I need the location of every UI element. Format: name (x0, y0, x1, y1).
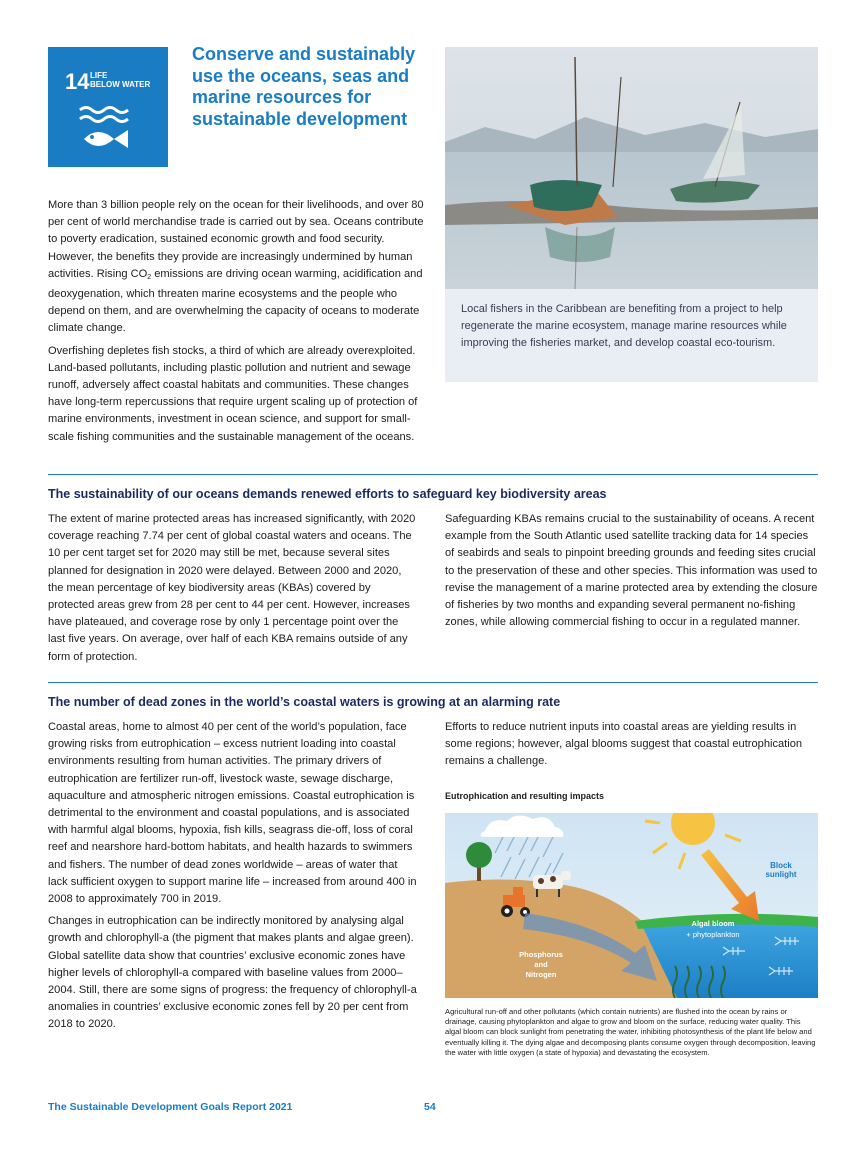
label-and: and (534, 960, 548, 969)
section1-right-column: Safeguarding KBAs remains crucial to the sustainability of oceans. A recent example from the South Atlantic used satellite tracking data for 14 species of seabirds and seals to pinpoint breeding grounds and feeding sites crucial to the preservation of these and other species. This information was used to revise the management of a marine protected area by extending the closure of fisheries by two months and expanding several permanent no-fishing zones, while allowing commercial fishing to occur in a regulated manner. (445, 513, 818, 629)
intro-text (48, 197, 428, 446)
section2-heading: The number of dead zones in the world’s coastal waters is growing at an alarming rate (48, 695, 561, 709)
section-divider (48, 682, 818, 683)
label-phytoplankton: + phytoplankton (686, 930, 740, 939)
footer-report-title: The Sustainable Development Goals Report 2021 (48, 1101, 293, 1113)
photo-caption: Local fishers in the Caribbean are benefiting from a project to help regenerate the marine ecosystem, manage marine resources while improving the fisheries market, and develop coastal eco-tourism. (445, 289, 818, 382)
fishers-photo (445, 47, 818, 289)
intro-paragraph-1: More than 3 billion people rely on the ocean for their livelihoods, and over 80 per cent of world merchandise trade is carried out by sea. Oceans contribute to poverty eradication, sustained economic growth and food security. However, the benefits they provide are increasingly undermined by human activities. Rising $CO_2$ emissions are driving ocean warming, acidification and deoxygenation, which threaten marine ecosystems and the people who depend on them, and are overwhelming the capacity of oceans to moderate climate change. (48, 199, 424, 335)
section2-left-column: Coastal areas, home to almost 40 per cent of the world’s population, face growing risks from eutrophication – excess nutrient loading into coastal environments resulting from human activities. The primary drivers of eutrophication are fertilizer run-off, livestock waste, sewage discharge, aquaculture and atmospheric nitrogen emissions. Coastal eutrophication is detrimental to the environment and coastal populations, and is associated with harmful algal blooms, hypoxia, fish kills, seagrass die-off, loss of coral reef and nearshore hard-bottom habitats, and health hazards to swimmers and fishers. The number of dead zones worldwide – areas of water that lack sufficient oxygen to support marine life – increased from around 400 in 2008 to approximately 700 in 2019. Changes in eutrophication can be indirectly monitored by analysing algal growth and chlorophyll-a (the pigment that makes plants and algae green). Global satellite data show that countries’ exclusive economic zones have higher levels of chlorophyll-a compared with baseline values from 2000–2004. Still, there are some signs of progress: the frequency of chlorophyll-a anomalies in countries’ exclusive economic zones fell by 20 per cent from 2018 to 2020. (48, 721, 417, 1031)
label-phosphorus: Phosphorus (519, 950, 563, 959)
section-divider (48, 474, 818, 475)
goal-label: LIFE BELOW WATER (90, 71, 151, 89)
tree-icon (466, 842, 492, 868)
label-algal-bloom: Algal bloom (691, 919, 735, 928)
fish-waves-icon (78, 105, 138, 155)
figure-title: Eutrophication and resulting impacts (445, 791, 605, 801)
label-nitrogen: Nitrogen (525, 970, 557, 979)
eutrophication-diagram (445, 813, 818, 998)
sdg14-icon (48, 47, 168, 167)
label-sunlight: sunlight (765, 870, 797, 879)
page-number: 54 (424, 1101, 436, 1113)
intro-paragraph-2: Overfishing depletes fish stocks, a third of which are already overexploited. Land-based pollutants, including plastic pollution and nutrient and sewage runoff, adversely affect coastal habitats and communities. These changes have long-term repercussions that require urgent scaling up of protection of marine environments, investment in ocean science, and support for small-scale fishing communities and the sustainable management of the oceans. (48, 344, 418, 443)
section2-right-column: Efforts to reduce nutrient inputs into coastal areas are yielding results in some regions; however, algal blooms suggest that coastal eutrophication remains a challenge. (445, 721, 803, 768)
section1-heading: The sustainability of our oceans demands renewed efforts to safeguard key biodiversity areas (48, 487, 607, 501)
section1-left-column: The extent of marine protected areas has increased significantly, with 2020 coverage reaching 7.74 per cent of global coastal waters and oceans. The 10 per cent target set for 2020 may still be met, because several sites planned for designation in 2020 were delayed. Between 2000 and 2020, the mean percentage of key biodiversity areas (KBAs) covered by protected areas grew from 28 per cent to 44 per cent. However, increases have plateaued, and coverage rose by only 1 percentage point over the last five years. On average, over half of each KBA remains outside of any form of protection. (48, 513, 416, 663)
label-block: Block (770, 861, 792, 870)
goal-title: Conserve and sustainably use the oceans, seas and marine resources for sustainable development (192, 44, 416, 129)
figure-caption: Agricultural run-off and other pollutants (which contain nutrients) are flushed into the ocean by rains or drainage, causing phytoplankton and algae to grow and bloom on the surface, reducing water quality. This algal bloom can block sunlight from penetrating the water, inhibiting photosynthesis of the plant life below and eventually killing it. The dying algae and decomposing plants consume oxygen through decomposition, leaving the water with little oxygen (a state of hypoxia) and devastating the ecosystem. (445, 1007, 816, 1057)
goal-number: 14 (65, 69, 90, 94)
